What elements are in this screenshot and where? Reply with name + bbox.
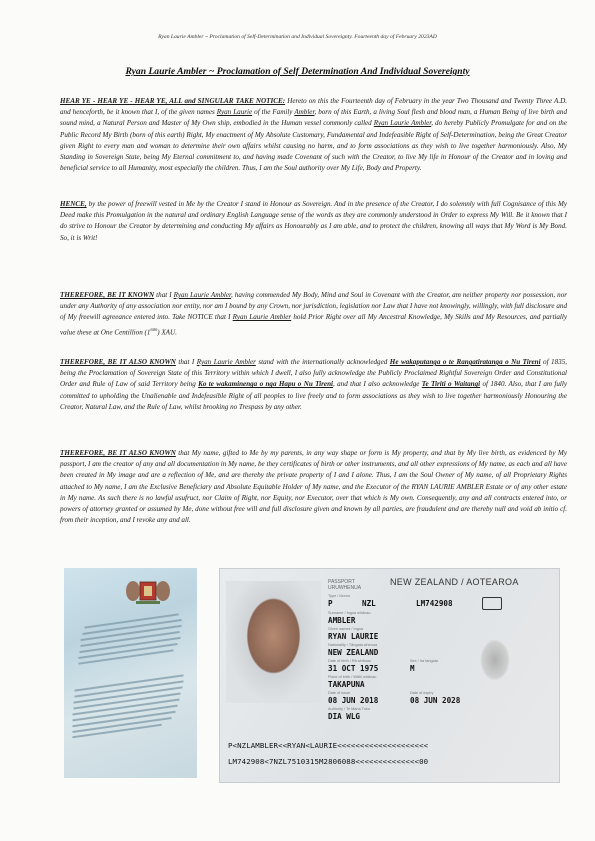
passport-nationality: NEW ZEALAND [328, 648, 379, 657]
paragraph-text: , do hereby Publicly Promulgate for and on the Public Record My Birth (born of this earth) Right, My enactment of My Absolute Customary, Fundamental and Indefeasible Right of Self-Determination, being the Great Creator given Right to every man and woman to determine their own affairs whilst causing no harm, and to form associations as they wish to live together harmoniously. Also, My Standing in Sovereign State, being My Eternal commitment to, and having made Covenant of such with the Creator, to live My life in Honour of the Creator and in loving and beneficial service to all Humanity, most especially the children. Thus, I am the Soul authority over My Life, Body and Property. [60, 119, 567, 173]
passport-place-of-birth: TAKAPUNA [328, 680, 365, 689]
paragraph-text: that I [175, 358, 197, 366]
passport-label-maori: URUWHENUA [328, 585, 362, 591]
family-name: Ambler [294, 108, 315, 117]
passport-mrz-line-2: LM742908<7NZL7510315M2806088<<<<<<<<<<<<<<00 [228, 757, 429, 766]
ghost-photo [480, 639, 510, 681]
passport-label: PASSPORT [328, 579, 355, 585]
paragraph-text: , born of this Earth, a living Soul flesh and blood man, a Human Being of live birth and sound mind, a Natural Person and Master of My Own ship, embodied in the Human vessel commonly called [60, 108, 568, 128]
paragraph-text: stand with the internationally acknowledged [255, 358, 390, 366]
full-name: Ryan Laurie Ambler [173, 291, 231, 299]
document-reference: Ko te wakaminenga o nga Hapu o Nu Tireni [198, 380, 333, 389]
running-header: Ryan Laurie Ambler ~ Proclamation of Self-Determination and Individual Sovereignty. Fourteenth day of February 2023AD [158, 34, 437, 40]
passport-issue-date: 08 JUN 2018 [328, 696, 379, 705]
passport-authority: DIA WLG [328, 712, 361, 721]
paragraph-text: of the Family [252, 108, 295, 117]
paragraph-hence [60, 199, 567, 244]
document-reference: Te Tiriti o Waitangi [421, 380, 481, 389]
full-name: Ryan Laurie Ambler [373, 119, 432, 128]
biometric-chip-icon [482, 597, 502, 610]
paragraph-text: of 1840. Also, that I am fully committed to upholding the Unalienable and Indefeasible Right of all peoples to live freely and to form associations as they wish to live together harmoniously Honouring the Creator, Natural Law, and the Rule of Law, whilst brooking no Trespass by any other. [60, 380, 568, 411]
paragraph-be-it-also-known-2 [60, 448, 567, 526]
passport-country: NEW ZEALAND / AOTEAROA [390, 577, 519, 587]
paragraph-text: that I [154, 291, 174, 299]
paragraph-be-it-also-known-1 [60, 357, 567, 413]
document-reference: He wakaputanga o te Rangatiratanga o Nu Tireni [389, 358, 541, 366]
paragraph-hear-ye [60, 96, 567, 174]
paragraph-lead: THEREFORE, BE IT ALSO KNOWN [60, 449, 176, 457]
passport-surname: AMBLER [328, 616, 356, 625]
paragraph-text: hold Prior Right over all My Ancestral Knowledge, My Skills and My Resources, and partially value these at One Centillion (1 [60, 313, 568, 336]
paragraph-text: ) XAU. [157, 327, 177, 336]
passport-photo [226, 581, 321, 703]
proclamation-scroll-photo [64, 568, 197, 778]
passport-image: PASSPORT URUWHENUA NEW ZEALAND / AOTEAROA Type / Momo P NZL LM742908 Surname / Ingoa whānau AMBLER Given names / Ingoa RYAN LAURIE Nationality / Tāngata whenua NEW ZEALAND Date of birth / Rā whānau 31 OCT 1975 Sex / Ira tangata M Place of birth / Wāhi whānau TAKAPUNA Date of issue 08 JUN 2018 Date of expiry 08 JUN 2028 Authority / Te Mana Tuku DIA WLG P<NZLAMBLER<<RYAN<LAURIE<<<<<<<<<<<<<<<<<<<< LM742908<7NZL7510315M2806088<<<<<<<<<<<<<<00 [219, 568, 560, 783]
full-name: Ryan Laurie Ambler [232, 313, 292, 322]
paragraph-be-it-known [60, 290, 567, 338]
passport-header [328, 579, 361, 591]
paragraph-lead: THEREFORE, BE IT ALSO KNOWN [60, 358, 176, 366]
passport-country-code: NZL [362, 599, 376, 608]
paragraph-lead: HEAR YE - HEAR YE - HEAR YE, ALL and SINGULAR TAKE NOTICE: [60, 97, 286, 105]
paragraph-text: by the power of freewill vested in Me by the Creator I stand in Honour as Sovereign. And in the presence of the Creator, I do solemnly with full Cognisance of this My Deed make this Promulgation in the natural and ordinary English Language sense of the words as they are commonly understood in Order to express My Will. Be it known that I do strive to Honour the Creator by determining and conducting My affairs as Honourably as I am able, and to protect the children, knowing all ways that My Word is My Bond. So, it is Writ! [60, 200, 567, 242]
passport-expiry-date: 08 JUN 2028 [410, 696, 461, 705]
paragraph-lead: HENCE, [60, 200, 87, 208]
paragraph-text: of 1835, being the Proclamation of Sovereign State of this Territory within which I dwell, I also fully acknowledge the Publicly Proclaimed Rightful Sovereign Order and Constitutional Order and Rule of Law of said Territory being [60, 358, 567, 389]
passport-type: P [328, 599, 333, 608]
coat-of-arms-icon [124, 576, 172, 606]
passport-sex: M [410, 664, 415, 673]
paragraph-text: , having commended My Body, Mind and Soul in Covenant with the Creator, am neither property nor possession, nor under any Authority of any association nor entity, nor am I bound by any Crown, nor jurisdiction, legislation nor Law that I have not knowingly, willingly, with full disclosure and of My freewill agreeance entered into. Take NOTICE that I [60, 291, 568, 322]
passport-dob: 31 OCT 1975 [328, 664, 379, 673]
passport-given-names: RYAN LAURIE [328, 632, 379, 641]
paragraph-text: Hereto on this the Fourteenth day of February in the year Two Thousand and Twenty Three A.D. and henceforth, be it known that I, of the given names [60, 97, 567, 117]
paragraph-text: that My name, gifted to Me by my parents, in any way shape or form is My property, and that by My live birth, as evidenced by My passport, I am the creator of any and all documentation in My name, be they certificates of birth or other instruments, and all other expressions of My name, as each and all have been created in My image and are a reflection of Me, and are thereby the private property of I and I alone. Thus, I am the Soul Owner of My name, of all Proprietary Rights attached to My name, I am the Exclusive Beneficiary and Absolute Equitable Holder of My name, and the Executor of the RYAN LAURIE AMBLER Estate or of any other estate in My name. As such there is no lawful usufruct, nor Claim of Right, nor Equity, nor Executor, over that which is My own. Consequently, any and all contracts entered into, or powers of attorney granted or assumed by Me, done without free will and full disclosure given and known by all parties, are fraudulent and are thereby null and void ab initio cf. from their inception, and I revoke any and all. [60, 449, 567, 525]
passport-number: LM742908 [416, 599, 453, 608]
full-name: Ryan Laurie Ambler [196, 358, 256, 366]
passport-mrz-line-1: P<NZLAMBLER<<RYAN<LAURIE<<<<<<<<<<<<<<<<<<<< [228, 741, 429, 750]
paragraph-lead: THEREFORE, BE IT KNOWN [60, 291, 155, 299]
exponent: 600 [150, 326, 158, 332]
given-names: Ryan Laurie [216, 108, 253, 117]
paragraph-text: , and that I also acknowledge [332, 380, 422, 389]
document-title: Ryan Laurie Ambler ~ Proclamation of Self Determination And Individual Sovereignty [125, 66, 470, 77]
